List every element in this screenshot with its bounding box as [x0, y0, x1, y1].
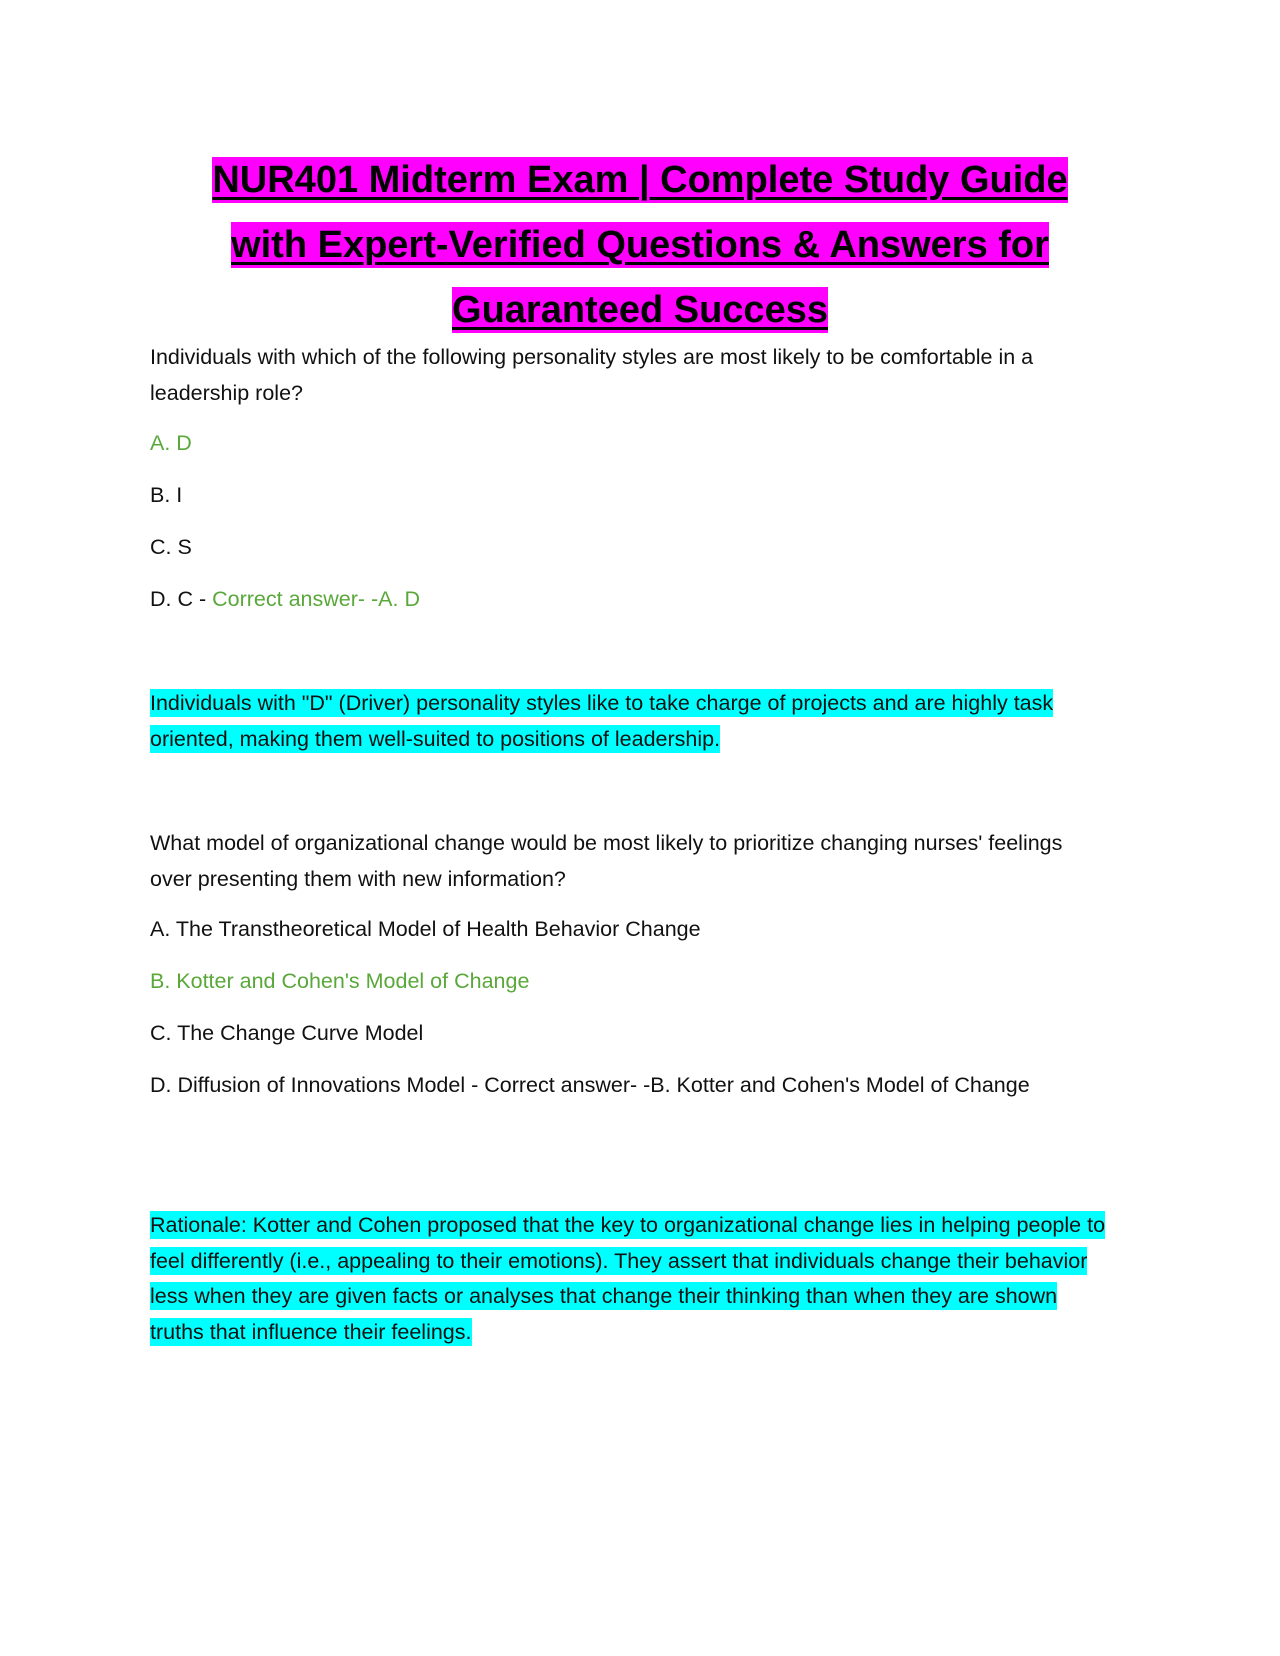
document-title	[150, 148, 1130, 343]
question-1-option-b: B. I	[150, 483, 183, 507]
title-line-1: NUR401 Midterm Exam | Complete Study Guide	[212, 159, 1068, 201]
question-2-option-a: A. The Transtheoretical Model of Health Behavior Change	[150, 917, 701, 941]
question-1-correct-answer: Correct answer- -A. D	[212, 587, 420, 611]
question-2-rationale	[150, 1208, 1110, 1350]
title-line-3: Guaranteed Success	[452, 289, 828, 331]
question-2-stem: What model of organizational change would be most likely to prioritize changing nurses' feelings over presenting them with new information?	[150, 831, 1063, 891]
question-2-option-d: D. Diffusion of Innovations Model - Correct answer- -B. Kotter and Cohen's Model of Change	[150, 1073, 1030, 1097]
question-2-rationale-text: Rationale: Kotter and Cohen proposed that the key to organizational change lies in helping people to feel differently (i.e., appealing to their emotions). They assert that individuals change their behavior less when they are given facts or analyses that change their thinking than when they are shown truths that influence their feelings.	[150, 1213, 1106, 1344]
question-1-stem: Individuals with which of the following personality styles are most likely to be comfortable in a leadership role?	[150, 345, 1034, 405]
question-1-option-d	[150, 582, 1110, 618]
question-1-option-d-label: D. C -	[150, 587, 213, 611]
question-2-option-b: B. Kotter and Cohen's Model of Change	[150, 969, 530, 993]
question-2-option-c: C. The Change Curve Model	[150, 1021, 424, 1045]
question-1-option-c: C. S	[150, 535, 192, 559]
question-1-rationale	[150, 686, 1110, 757]
question-1-option-a: A. D	[150, 431, 192, 455]
title-line-2: with Expert-Verified Questions & Answers for	[231, 224, 1049, 266]
question-1-rationale-text: Individuals with "D" (Driver) personality styles like to take charge of projects and are highly task oriented, making them well-suited to positions of leadership.	[150, 691, 1054, 751]
